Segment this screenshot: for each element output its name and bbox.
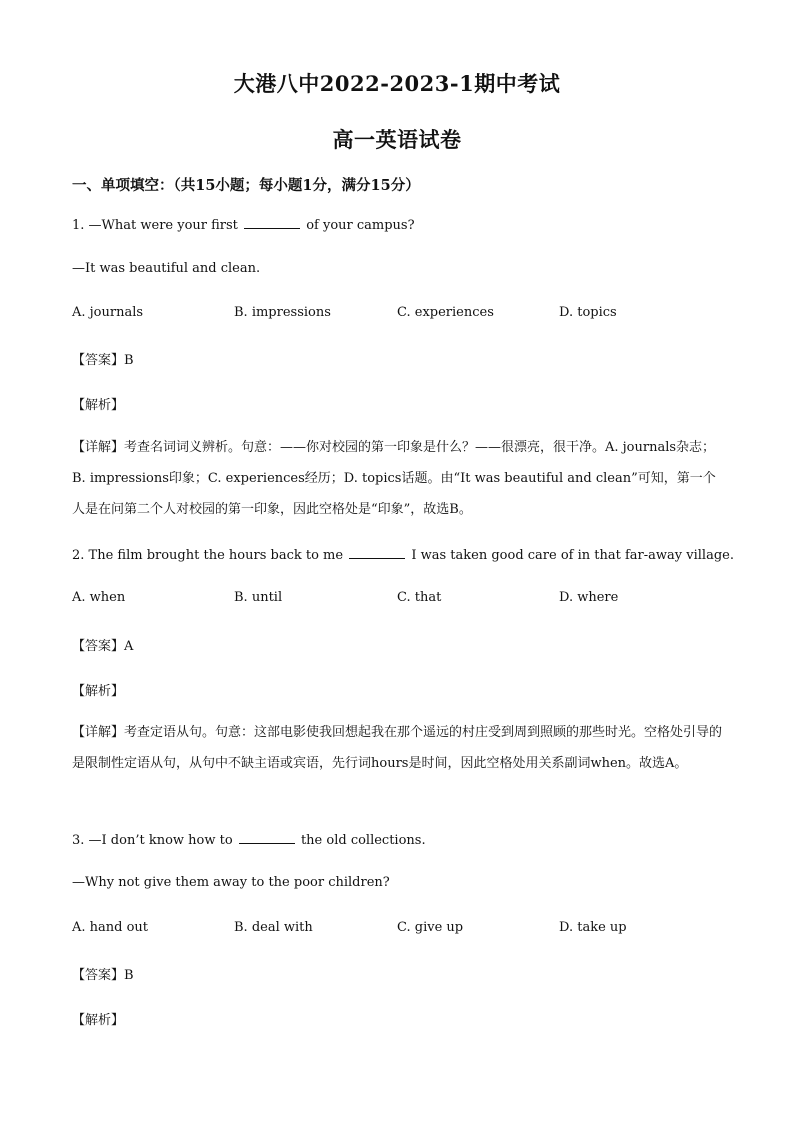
question-2-answer-value: A <box>124 639 134 654</box>
question-3-reply: —Why not give them away to the poor children? <box>72 875 390 890</box>
question-1-option-d: D. topics <box>559 305 617 320</box>
question-3-option-a: A. hand out <box>72 920 149 935</box>
question-1-answer <box>72 349 134 368</box>
question-2-detail: 【详解】考查定语从句。句意：这部电影使我回想起我在那个遥远的村庄受到周到照顾的那些时光。空格处引导的是限制性定语从句，从句中不缺主语或宾语，先行词hours是时间，因此空格处用关系副词when。故选A。 <box>72 725 723 771</box>
question-1-option-c: C. experiences <box>397 305 494 320</box>
question-3-stem-before: 3. —I don’t know how to <box>72 833 233 848</box>
question-2-analysis-label: 【解析】 <box>72 684 125 699</box>
question-3-answer <box>72 964 134 983</box>
question-1-stem-before: 1. —What were your first <box>72 218 238 233</box>
question-2-answer-label: 【答案】 <box>72 639 125 654</box>
question-2-stem-after: I was taken good care of in that far-away village. <box>411 548 734 563</box>
question-3-option-c: C. give up <box>397 920 464 935</box>
exam-title: 大港八中2022-2023-1期中考试 <box>233 71 561 96</box>
question-1-reply: —It was beautiful and clean. <box>72 261 261 276</box>
question-1-answer-value: B <box>124 353 134 368</box>
question-1-stem-after: of your campus? <box>306 218 415 233</box>
section-heading: 一、单项填空：（共15小题；每小题1分，满分15分） <box>72 177 420 194</box>
question-3-stem-after: the old collections. <box>300 833 426 848</box>
question-1-option-b: B. impressions <box>234 305 331 320</box>
question-2-answer <box>72 635 133 654</box>
question-1-analysis-label: 【解析】 <box>72 398 125 413</box>
question-3-answer-label: 【答案】 <box>72 968 125 983</box>
question-3-analysis-label: 【解析】 <box>72 1013 125 1028</box>
question-3-blank <box>239 831 295 844</box>
question-2-stem-before: 2. The film brought the hours back to me <box>72 548 344 563</box>
exam-subtitle: 高一英语试卷 <box>332 127 462 152</box>
question-1-option-a: A. journals <box>72 305 144 320</box>
question-1-stem <box>72 216 415 233</box>
question-2-option-c: C. that <box>397 590 442 605</box>
question-3-option-d: D. take up <box>559 920 627 935</box>
question-2-option-a: A. when <box>72 590 126 605</box>
question-1-detail: 【详解】考查名词词义辨析。句意：——你对校园的第一印象是什么？——很漂亮，很干净。A. journals杂志；B. impressions印象；C. experiences经历；D. topics话题。由“It was beautiful and clean”可知，第一个人是在问第二个人对校园的第一印象，因此空格处是“印象”，故选B。 <box>72 440 716 517</box>
question-2-stem <box>72 546 734 563</box>
question-1-blank <box>244 216 300 229</box>
question-3-answer-value: B <box>124 968 134 983</box>
question-2-blank <box>349 546 405 559</box>
question-1-answer-label: 【答案】 <box>72 353 125 368</box>
question-2-option-b: B. until <box>234 590 283 605</box>
question-3-stem <box>72 831 426 848</box>
question-2-option-d: D. where <box>559 590 619 605</box>
question-3-option-b: B. deal with <box>234 920 313 935</box>
